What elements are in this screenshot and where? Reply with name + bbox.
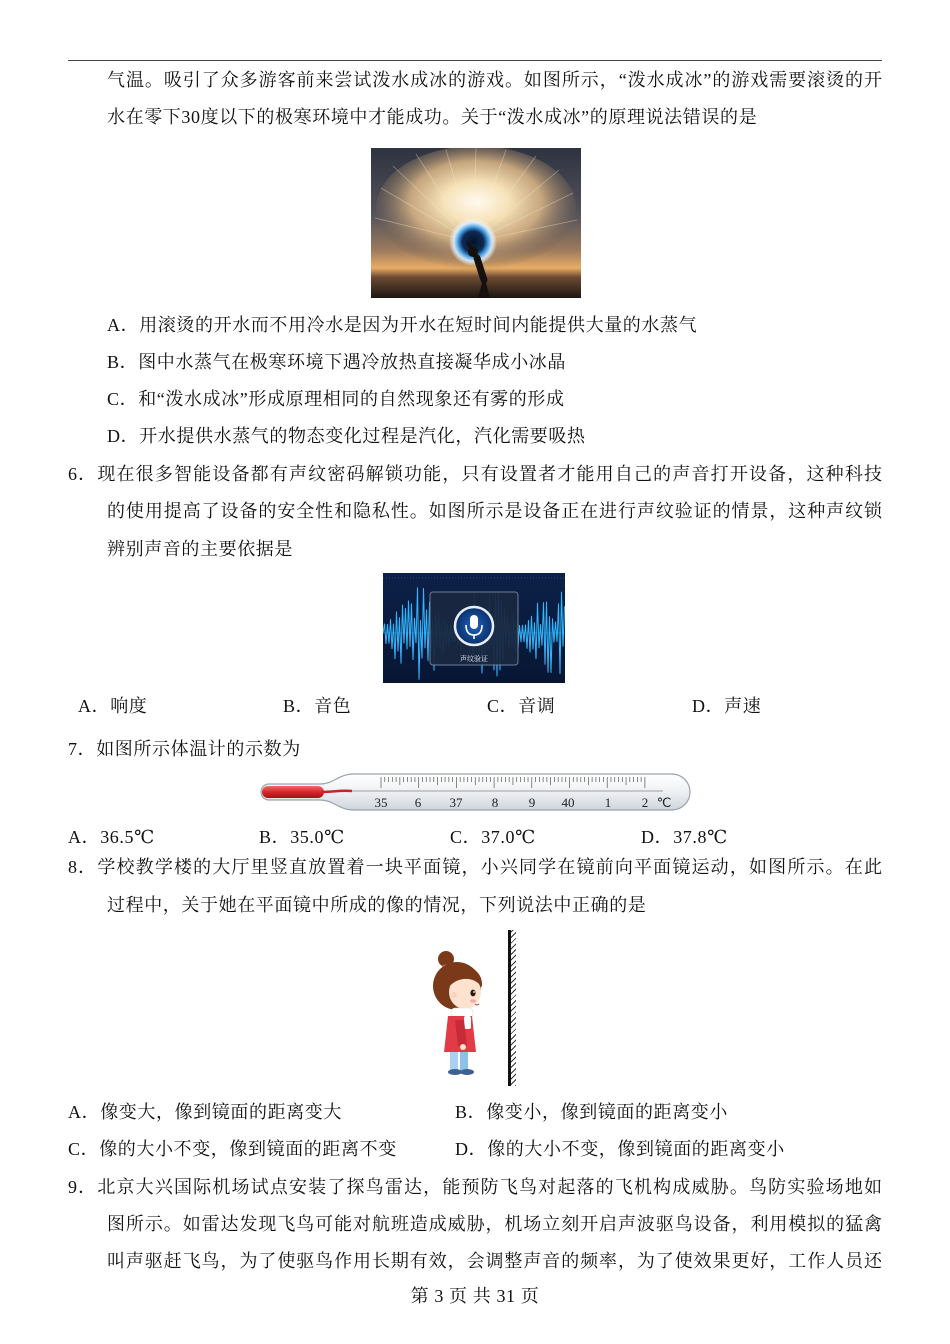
plane-mirror-hatching [511, 930, 516, 1086]
q9-stem-line-2: 图所示。如雷达发现飞鸟可能对航班造成威胁，机场立刻开启声波驱鸟设备，利用模拟的猛禽 [107, 1214, 882, 1234]
q9-stem-line-1: 9．北京大兴国际机场试点安装了探鸟雷达，能预防飞鸟对起落的飞机构成威胁。鸟防实验场地如 [68, 1177, 882, 1197]
q8-option-b: B．像变小，像到镜面的距离变小 [455, 1102, 729, 1122]
hand [460, 1044, 466, 1050]
splash-ice-photo [371, 148, 581, 298]
q5-option-a: A．用滚烫的开水而不用冷水是因为开水在短时间内能提供大量的水蒸气 [107, 315, 698, 335]
q8-stem-line-1: 8．学校教学楼的大厅里竖直放置着一块平面镜，小兴同学在镜前向平面镜运动，如图所示。在此 [68, 857, 882, 877]
q6-stem-line-1: 6．现在很多智能设备都有声纹密码解锁功能，只有设置者才能用自己的声音打开设备，这种科技 [68, 464, 882, 484]
q6-option-a: A．响度 [78, 696, 148, 716]
header-rule [68, 60, 882, 61]
scale-label-35: 35 [374, 795, 388, 810]
eye-highlight [473, 991, 475, 993]
eye [470, 990, 475, 997]
leg-front [460, 1052, 468, 1070]
q7-option-a: A．36.5℃ [68, 827, 155, 847]
mouth [475, 1004, 479, 1005]
scale-label-39: 9 [528, 795, 536, 810]
scale-label-41: 1 [604, 795, 612, 810]
scale-label-38: 8 [491, 795, 499, 810]
q5-option-c: C．和“泼水成冰”形成原理相同的自然现象还有雾的形成 [107, 389, 565, 409]
cheek [470, 999, 476, 1003]
q6-stem-line-2: 的使用提高了设备的安全性和隐私性。如图所示是设备正在进行声纹验证的情景，这种声纹锁 [107, 501, 882, 521]
q7-option-b: B．35.0℃ [259, 827, 345, 847]
q5-stem-line-2: 水在零下30度以下的极寒环境中才能成功。关于“泼水成冰”的原理说法错误的是 [107, 107, 758, 127]
scale-label-37: 37 [449, 795, 463, 810]
microphone-icon [455, 607, 493, 645]
q8-stem-line-2: 过程中，关于她在平面镜中所成的像的情况，下列说法中正确的是 [107, 895, 647, 915]
scale-unit: ℃ [656, 795, 672, 810]
q6-option-d: D．声速 [692, 696, 762, 716]
shoe-back [448, 1069, 462, 1075]
leg-back [450, 1052, 458, 1070]
q5-option-b: B．图中水蒸气在极寒环境下遇冷放热直接凝华成小冰晶 [107, 352, 567, 372]
q5-option-d: D．开水提供水蒸气的物态变化过程是汽化，汽化需要吸热 [107, 426, 586, 446]
q6-option-c: C．音调 [487, 696, 556, 716]
page-footer: 第 3 页 共 31 页 [410, 1286, 540, 1306]
scarf-tail [464, 1016, 471, 1029]
q8-option-d: D．像的大小不变，像到镜面的距离变小 [455, 1139, 785, 1159]
thermometer-bulb [262, 786, 324, 798]
q7-stem-line-1: 7．如图所示体温计的示数为 [68, 739, 301, 759]
q7-option-d: D．37.8℃ [641, 827, 728, 847]
scale-label-36: 6 [414, 795, 422, 810]
thermometer-neck [322, 791, 352, 792]
scale-label-40: 40 [561, 795, 575, 810]
steam-glow-ring [449, 218, 497, 266]
thermometer-figure [258, 771, 692, 814]
voiceprint-caption: 声纹验证 [460, 655, 488, 663]
q9-stem-line-3: 叫声驱赶飞鸟，为了使驱鸟作用长期有效，会调整声音的频率，为了使效果更好，工作人员还 [107, 1251, 882, 1271]
scale-label-42: 2 [641, 795, 649, 810]
q8-option-c: C．像的大小不变，像到镜面的距离不变 [68, 1139, 397, 1159]
voiceprint-figure [383, 573, 565, 683]
q5-stem-line-1: 气温。吸引了众多游客前来尝试泼水成冰的游戏。如图所示，“泼水成冰”的游戏需要滚烫的开 [107, 70, 882, 90]
girl-illustration [426, 946, 486, 1080]
q6-option-b: B．音色 [283, 696, 352, 716]
q8-option-a: A．像变大，像到镜面的距离变大 [68, 1102, 342, 1122]
ear [451, 992, 457, 998]
q7-option-c: C．37.0℃ [450, 827, 536, 847]
q6-stem-line-3: 辨别声音的主要依据是 [107, 539, 293, 559]
shoe-front [460, 1069, 474, 1075]
